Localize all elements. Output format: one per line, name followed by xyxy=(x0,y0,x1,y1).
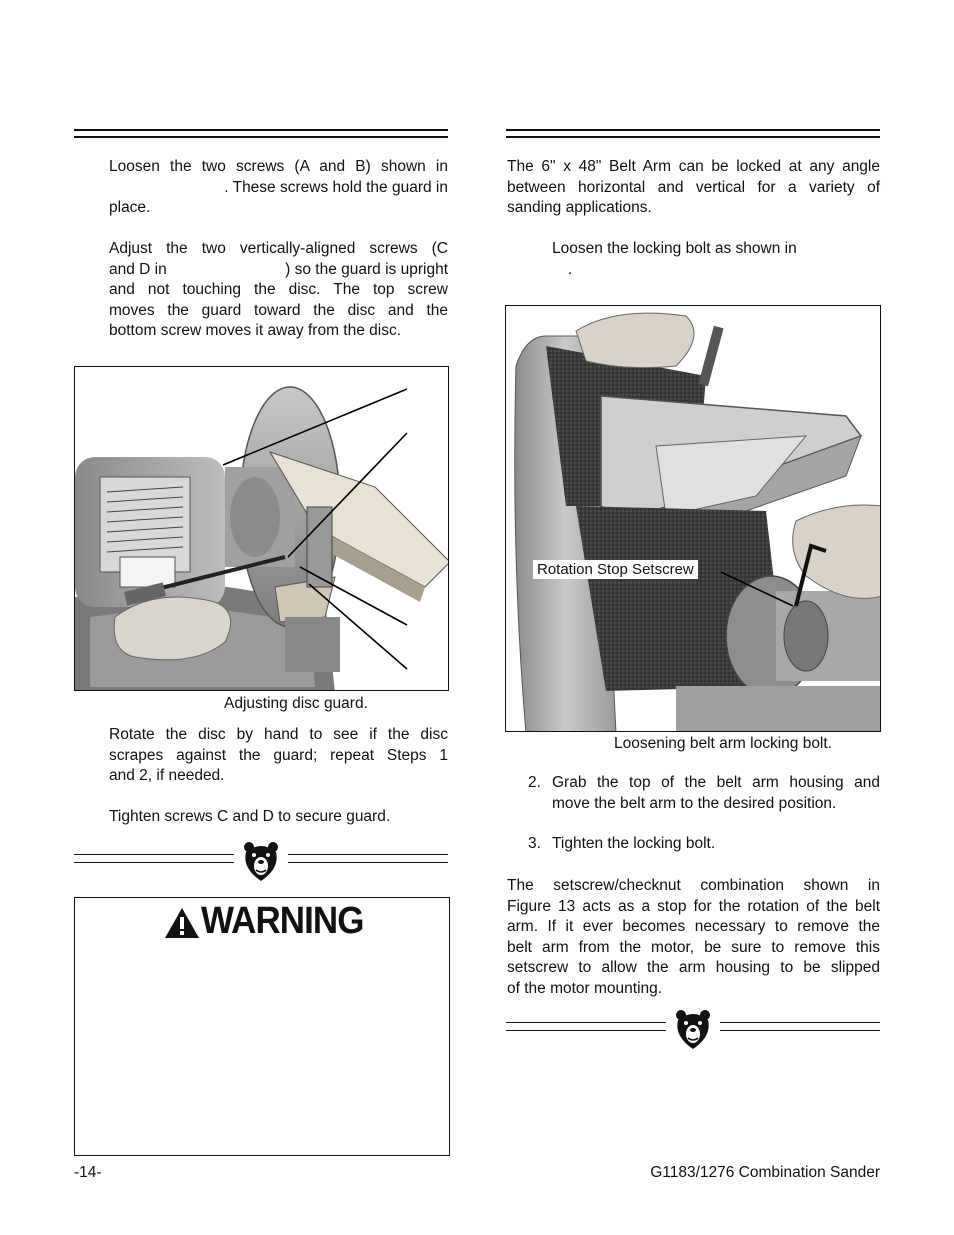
bear-logo-icon xyxy=(242,840,280,882)
left-bear-separator xyxy=(74,840,448,880)
belt-arm-photo xyxy=(506,306,881,732)
warning-triangle-icon xyxy=(163,906,201,940)
left-step1: Loosen the two screws (A and B) shown in . These screws hold the guard in place. xyxy=(109,158,448,216)
right-intro: The 6" x 48" Belt Arm can be locked at any angle between horizontal and vertical for a variety of sanding applications. xyxy=(507,158,880,216)
warning-box xyxy=(74,897,450,1156)
left-step4: Tighten screws C and D to secure guard. xyxy=(109,808,391,825)
belt-arm-caption: Loosening belt arm locking bolt. xyxy=(614,735,832,752)
right-step2: 2. Grab the top of the belt arm housing and move the belt arm to the desired position. xyxy=(528,774,880,812)
right-step3: 3. Tighten the locking bolt. xyxy=(528,835,716,852)
disc-guard-figure xyxy=(74,366,449,691)
disc-guard-photo xyxy=(75,367,449,691)
left-step3: Rotate the disc by hand to see if the disc scrapes against the guard; repeat Steps 1 and 2, if needed. xyxy=(109,726,448,784)
right-step1: Loosen the locking bolt as shown in . xyxy=(552,240,797,278)
warning-title: WARNING xyxy=(201,900,364,942)
belt-arm-figure xyxy=(505,305,881,732)
bear-logo-icon xyxy=(674,1008,712,1050)
disc-guard-caption: Adjusting disc guard. xyxy=(224,695,368,712)
left-step1-line1: Loosen the two screws (A and B) shown in xyxy=(109,158,448,175)
page-number: -14- xyxy=(74,1164,102,1181)
right-setscrew-paragraph: The setscrew/checknut combination shown in Figure 13 acts as a stop for the rotation of the belt arm. If it ever becomes necessary to remove the belt arm from the motor, be sure to remove this setscrew to allow the arm housing to be slipped of the motor mounting. xyxy=(507,877,880,997)
left-step2: Adjust the two vertically-aligned screws (C and D in ) so the guard is upright and not touching the disc. The top screw moves the guard toward the disc and the bottom screw moves it away from the disc. xyxy=(109,240,448,339)
left-header-rule xyxy=(74,129,448,138)
right-header-rule xyxy=(506,129,880,138)
right-bear-separator xyxy=(506,1008,880,1048)
rotation-stop-label: Rotation Stop Setscrew xyxy=(533,560,698,579)
doc-title: G1183/1276 Combination Sander xyxy=(650,1164,880,1181)
